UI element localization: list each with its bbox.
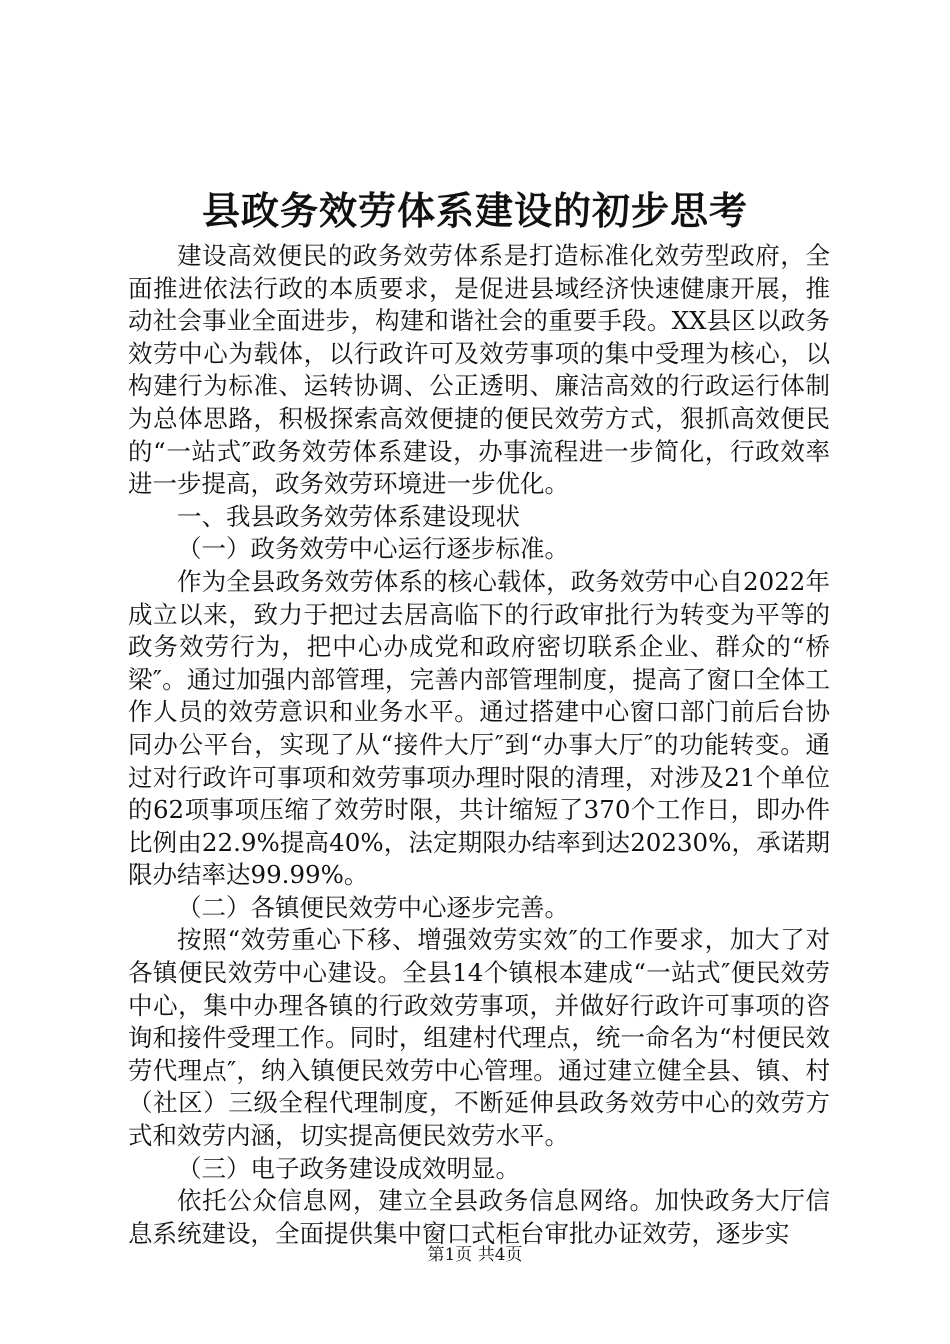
subsection-paragraph-3: 依托公众信息网，建立全县政务信息网络。加快政务大厅信息系统建设，全面提供集中窗口式柜台审批办证效劳，逐步实 bbox=[128, 1186, 830, 1248]
section-heading-1: 一、我县政务效劳体系建设现状 bbox=[177, 501, 520, 531]
document-body bbox=[128, 240, 830, 1250]
document-title: 县政务效劳体系建设的初步思考 bbox=[201, 188, 748, 233]
subsection-heading-2: （二）各镇便民效劳中心逐步完善。 bbox=[177, 892, 569, 922]
subsection-paragraph-1: 作为全县政务效劳体系的核心载体，政务效劳中心自2022年成立以来，致力于把过去居高临下的行政审批行为转变为平等的政务效劳行为，把中心办成党和政府密切联系企业、群众的“桥梁″。通过加强内部管理，完善内部管理制度，提高了窗口全体工作人员的效劳意识和业务水平。通过搭建中心窗口部门前后台协同办公平台，实现了从“接件大厅″到“办事大厅″的功能转变。通过对行政许可事项和效劳事项办理时限的清理，对涉及21个单位的62项事项压缩了效劳时限，共计缩短了370个工作日，即办件比例由22.9%提高40%，法定期限办结率到达20230%，承诺期限办结率达99.99%。 bbox=[128, 566, 830, 890]
subsection-paragraph-2: 按照“效劳重心下移、增强效劳实效″的工作要求，加大了对各镇便民效劳中心建设。全县14个镇根本建成“一站式″便民效劳中心，集中办理各镇的行政效劳事项，并做好行政许可事项的咨询和接件受理工作。同时，组建村代理点，统一命名为“村便民效劳代理点″，纳入镇便民效劳中心管理。通过建立健全县、镇、村（社区）三级全程代理制度，不断延伸县政务效劳中心的效劳方式和效劳内涵，切实提高便民效劳水平。 bbox=[128, 925, 830, 1151]
subsection-heading-1: （一）政务效劳中心运行逐步标准。 bbox=[177, 534, 569, 564]
subsection-heading-3: （三）电子政务建设成效明显。 bbox=[177, 1153, 520, 1183]
page-number-footer: 第1页 共4页 bbox=[427, 1245, 523, 1265]
intro-paragraph: 建设高效便民的政务效劳体系是打造标准化效劳型政府，全面推进依法行政的本质要求，是促进县域经济快速健康开展，推动社会事业全面进步，构建和谐社会的重要手段。XX县区以政务效劳中心为载体，以行政许可及效劳事项的集中受理为核心，以构建行为标准、运转协调、公正透明、廉洁高效的行政运行体制为总体思路，积极探索高效便捷的便民效劳方式，狠抓高效便民的“一站式″政务效劳体系建设，办事流程进一步简化，行政效率进一步提高，政务效劳环境进一步优化。 bbox=[128, 241, 830, 499]
